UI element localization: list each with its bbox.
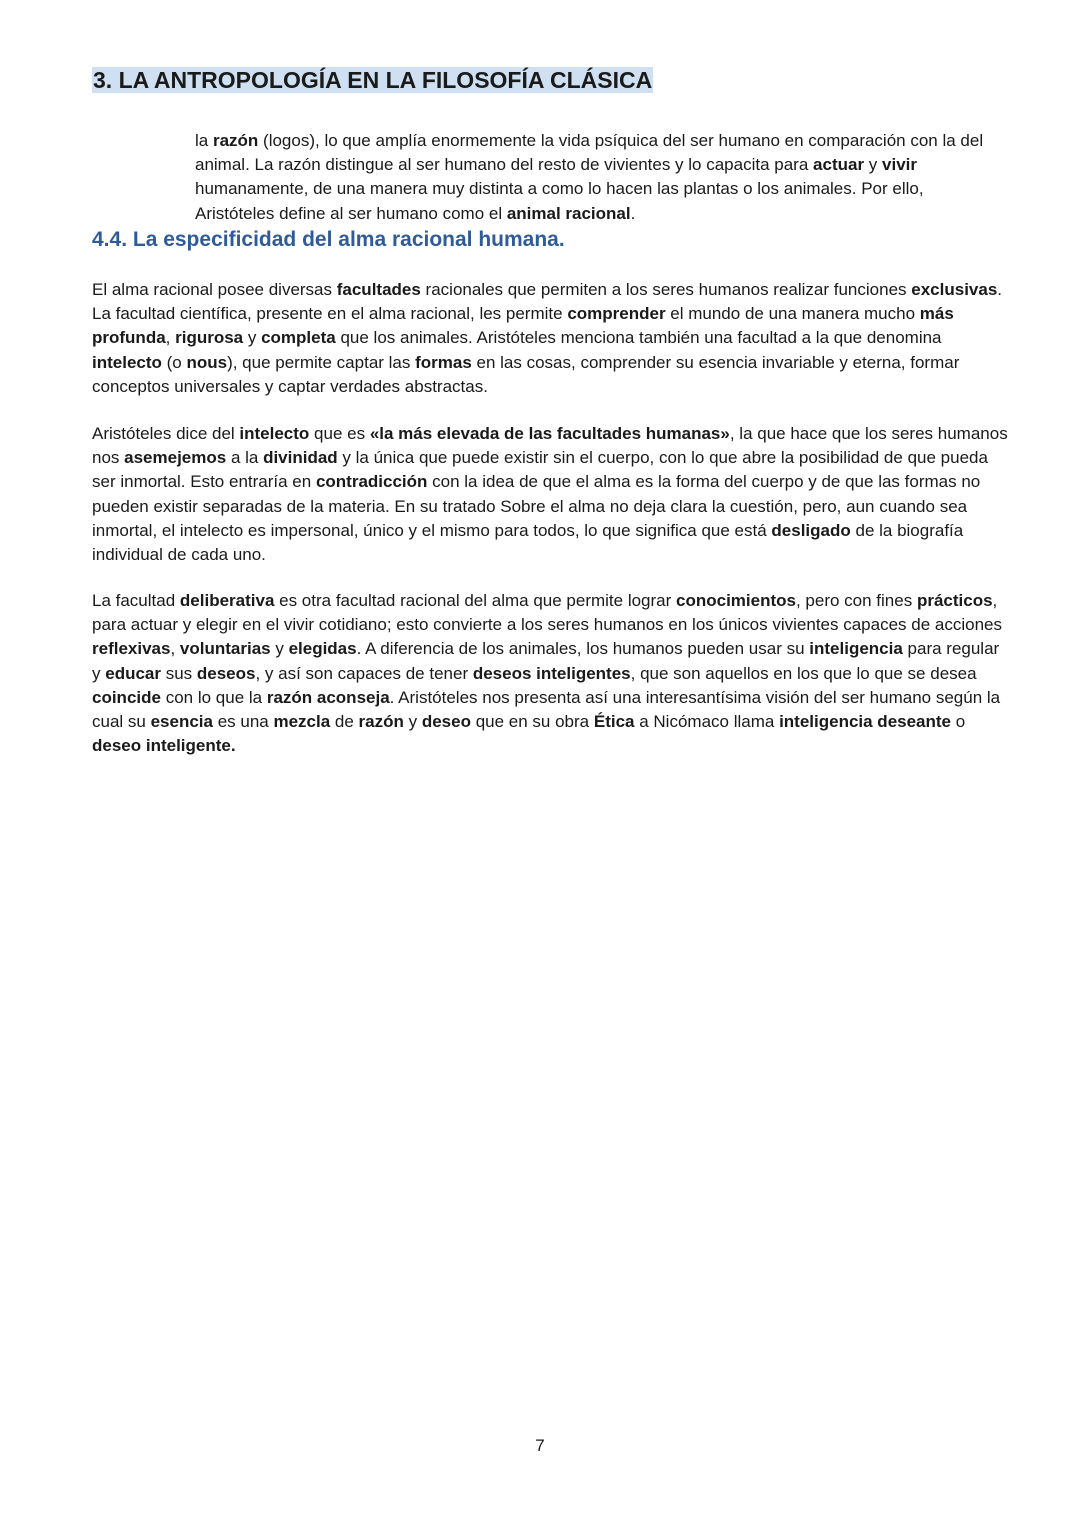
text-run: en las cosas, comprender su esencia invariable y eterna, formar conceptos universales y captar verdades abstractas. bbox=[92, 352, 960, 396]
bold-term: conocimientos bbox=[676, 591, 796, 610]
bold-term: vivir bbox=[882, 155, 917, 175]
bold-term: formas bbox=[415, 352, 472, 372]
bold-term: deseos inteligentes bbox=[472, 663, 631, 683]
bold-term: actuar bbox=[813, 155, 865, 175]
bold-term: deseos bbox=[196, 663, 256, 683]
page-number: 7 bbox=[535, 1436, 545, 1455]
text-run: y bbox=[243, 328, 262, 348]
chapter-title bbox=[92, 64, 653, 96]
text-run: y bbox=[270, 639, 289, 659]
text-run: que en su obra bbox=[470, 712, 594, 732]
text-run: y bbox=[864, 155, 883, 175]
bold-term: «la más elevada de las facultades humanas» bbox=[369, 424, 730, 443]
text-run: la bbox=[195, 131, 213, 150]
text-run: . La facultad científica, presente en el alma racional, les permite bbox=[92, 280, 1003, 324]
bold-term: voluntarias bbox=[179, 639, 271, 659]
bold-term: deseo bbox=[421, 712, 471, 732]
text-run: La facultad bbox=[92, 591, 180, 610]
bold-term: Ética bbox=[593, 712, 635, 732]
bold-term: esencia bbox=[150, 712, 213, 732]
text-run: , pero con fines bbox=[795, 591, 917, 610]
bold-term: facultades bbox=[336, 280, 421, 299]
text-run: , para actuar y elegir en el vivir cotidiano; esto convierte a los seres humanos en los únicos vivientes capaces de acciones bbox=[92, 591, 1002, 635]
text-run: a la bbox=[226, 448, 264, 468]
bold-term: asemejemos bbox=[124, 448, 227, 468]
bold-term: divinidad bbox=[263, 448, 338, 468]
bold-term: deliberativa bbox=[179, 591, 275, 610]
text-run: , bbox=[165, 328, 176, 348]
text-run: para regular y bbox=[92, 639, 1000, 683]
paragraph-deliberative bbox=[92, 589, 1012, 758]
text-run: . Aristóteles nos presenta así una interesantísima visión del ser humano según la cual su bbox=[92, 687, 1001, 732]
text-run: es otra facultad racional del alma que permite lograr bbox=[274, 591, 677, 610]
text-run: (o bbox=[161, 352, 187, 372]
text-run: . bbox=[630, 203, 636, 223]
text-run: sus bbox=[160, 663, 197, 683]
text-run: Aristóteles dice del bbox=[92, 424, 240, 443]
text-run: . A diferencia de los animales, los humanos pueden usar su bbox=[356, 639, 810, 659]
bold-term: rigurosa bbox=[175, 328, 244, 348]
bold-term: nous bbox=[186, 352, 228, 372]
text-run: , que son aquellos en los que lo que se desea bbox=[630, 663, 977, 683]
continuation-paragraph bbox=[195, 129, 1005, 226]
bold-term: mezcla bbox=[273, 712, 331, 732]
text-run: (logos), lo que amplía enormemente la vida psíquica del ser humano en comparación con la del animal. La razón distingue al ser humano del resto de vivientes y lo capacita para bbox=[195, 131, 984, 175]
text-run: que es bbox=[309, 424, 370, 443]
section-title: 4.4. La especificidad del alma racional humana. bbox=[92, 228, 565, 251]
paragraph-intellect bbox=[92, 422, 1012, 567]
bold-term: inteligencia deseante bbox=[779, 712, 952, 732]
text-run: o bbox=[951, 712, 966, 732]
bold-term: prácticos bbox=[916, 591, 993, 610]
text-run: , y así son capaces de tener bbox=[255, 663, 473, 683]
text-run: , la que hace que los seres humanos nos bbox=[92, 424, 1008, 468]
bold-term: desligado bbox=[771, 520, 851, 540]
bold-term: razón aconseja bbox=[266, 687, 390, 707]
bold-term: elegidas bbox=[288, 639, 357, 659]
bold-term: comprender bbox=[567, 304, 666, 324]
text-run: ), que permite captar las bbox=[227, 352, 416, 372]
bold-term: reflexivas bbox=[92, 639, 171, 659]
bold-term: completa bbox=[261, 328, 336, 348]
bold-term: coincide bbox=[92, 687, 161, 707]
paragraph-faculties bbox=[92, 278, 1012, 399]
bold-term: más profunda bbox=[92, 304, 954, 348]
text-run: es una bbox=[212, 712, 274, 732]
bold-term: deseo inteligente. bbox=[92, 736, 236, 756]
chapter-title-highlight: 3. LA ANTROPOLOGÍA EN LA FILOSOFÍA CLÁSICA bbox=[93, 67, 653, 93]
bold-term: intelecto bbox=[92, 352, 162, 372]
text-run: humanamente, de una manera muy distinta a como lo hacen las plantas o los animales. Por ello, Aristóteles define al ser humano como el bbox=[195, 179, 924, 223]
bold-term: contradicción bbox=[315, 472, 428, 492]
text-run: el mundo de una manera mucho bbox=[665, 304, 920, 324]
text-run: de bbox=[330, 712, 359, 732]
text-run: El alma racional posee diversas bbox=[92, 280, 337, 299]
bold-term: educar bbox=[105, 663, 161, 683]
bold-term: razón bbox=[212, 131, 259, 150]
bold-term: animal racional bbox=[506, 203, 631, 223]
bold-term: intelecto bbox=[239, 424, 310, 443]
text-run: con lo que la bbox=[160, 687, 267, 707]
bold-term: razón bbox=[358, 712, 404, 732]
text-run: racionales que permiten a los seres humanos realizar funciones bbox=[420, 280, 912, 299]
bold-term: inteligencia bbox=[809, 639, 903, 659]
text-run: que los animales. Aristóteles menciona también una facultad a la que denomina bbox=[335, 328, 942, 348]
text-run: de la biografía individual de cada uno. bbox=[92, 520, 964, 565]
text-run: a Nicómaco llama bbox=[634, 712, 780, 732]
text-run: con la idea de que el alma es la forma del cuerpo y de que las formas no pueden existir separadas de la materia. En su tratado Sobre el alma no deja clara la cuestión, pero, aun cuando sea inmortal, el intelecto es impersonal, único y el mismo para todos, lo que significa que está bbox=[92, 472, 981, 540]
text-run: y la única que puede existir sin el cuerpo, con lo que abre la posibilidad de que pueda ser inmortal. Esto entraría en bbox=[92, 448, 988, 492]
text-run: y bbox=[403, 712, 422, 732]
text-run: , bbox=[170, 639, 180, 659]
bold-term: exclusivas bbox=[911, 280, 998, 299]
